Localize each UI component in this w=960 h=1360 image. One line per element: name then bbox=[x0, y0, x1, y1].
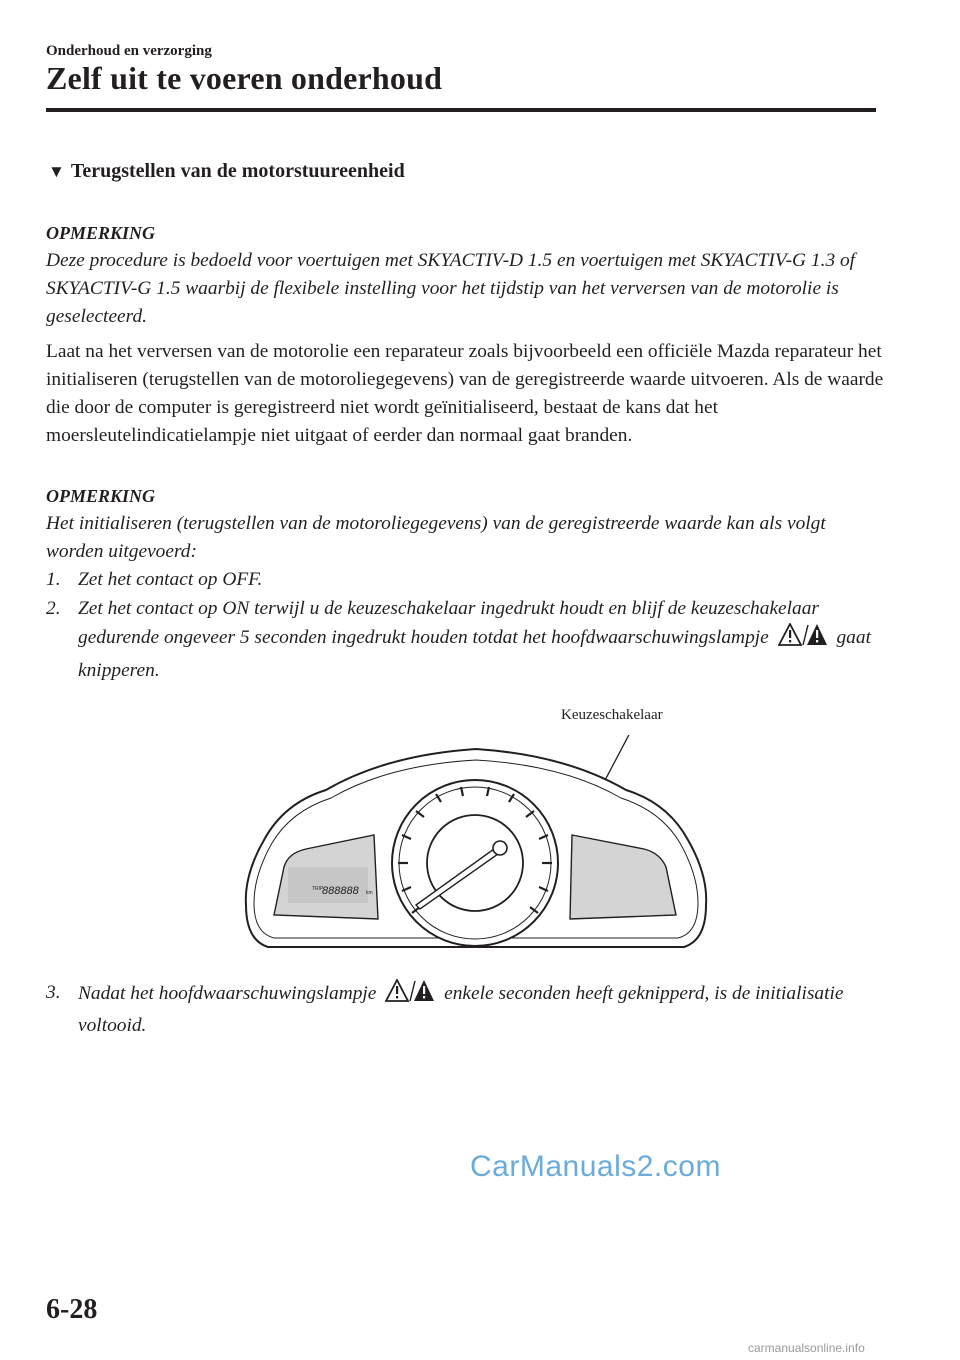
note-1 bbox=[46, 219, 886, 331]
section-label: Onderhoud en verzorging bbox=[46, 43, 212, 59]
step-3-text bbox=[46, 979, 886, 1040]
body-paragraph: Laat na het verversen van de motorolie een reparateur zoals bijvoorbeeld een officiële Mazda reparateur het initialiseren (terugstellen van de motoroliegegevens) van de geregistreerde waarde uitvoeren. Als de waarde die door de computer is geregistreerd niet wordt geïnitialiseerd, bestaat de kans dat het moersleutelindicatielampje niet uitgaat of eerder dan normaal gaat branden. bbox=[46, 341, 884, 446]
needle-hub bbox=[493, 841, 507, 855]
step-text: Zet het contact op ON terwijl u de keuzeschakelaar ingedrukt houdt en blijf de keuzeschakelaar gedurende ongeveer 5 seconden ingedrukt houden totdat het hoofdwaarschuwingslampje bbox=[78, 598, 819, 648]
note-1-label: OPMERKING bbox=[46, 223, 156, 243]
triangle-marker-icon: ▼ bbox=[48, 162, 65, 181]
master-warning-icon bbox=[778, 623, 828, 656]
step-text: Zet het contact op OFF. bbox=[78, 569, 263, 590]
note-1-text: Deze procedure is bedoeld voor voertuigen met SKYACTIV-D 1.5 en voertuigen met SKYACTIV-G 1.3 of SKYACTIV-G 1.5 waarbij de flexibele instelling voor het tijdstip van het verversen van de motorolie is geselecteerd. bbox=[46, 250, 856, 327]
note-2-label: OPMERKING bbox=[46, 486, 156, 506]
step-text-end: gaat knipperen. bbox=[78, 627, 871, 681]
watermark-carmanualsonline: carmanualsonline.info bbox=[748, 1341, 865, 1355]
step-1 bbox=[46, 566, 886, 594]
odometer-digits: 888888 bbox=[322, 885, 359, 897]
step-number: 1. bbox=[46, 569, 61, 590]
page-title: Zelf uit te voeren onderhoud bbox=[46, 60, 443, 96]
note-2-intro: Het initialiseren (terugstellen van de motoroliegegevens) van de geregistreerde waarde kan als volgt worden uitgevoerd: bbox=[46, 513, 826, 562]
trip-label: TRIP bbox=[312, 886, 324, 892]
note-2 bbox=[46, 482, 886, 685]
step-2 bbox=[46, 594, 886, 685]
instrument-cluster-diagram bbox=[236, 735, 714, 957]
step-text-end: enkele seconden heeft geknipperd, is de initialisatie voltooid. bbox=[78, 983, 844, 1036]
step-3 bbox=[46, 979, 886, 1040]
master-warning-icon bbox=[385, 979, 435, 1012]
title-divider bbox=[46, 108, 876, 112]
subsection-heading bbox=[48, 160, 405, 183]
subsection-title: Terugstellen van de motorstuureenheid bbox=[70, 160, 405, 182]
odometer-unit: km bbox=[366, 890, 373, 896]
step-text: Nadat het hoofdwaarschuwingslampje bbox=[78, 983, 377, 1004]
watermark-carmanuals2: CarManuals2.com bbox=[470, 1150, 721, 1183]
page-number: 6-28 bbox=[46, 1294, 98, 1325]
step-number: 2. bbox=[46, 598, 61, 619]
selector-switch-label: Keuzeschakelaar bbox=[561, 707, 663, 723]
step-number: 3. bbox=[46, 982, 61, 1003]
